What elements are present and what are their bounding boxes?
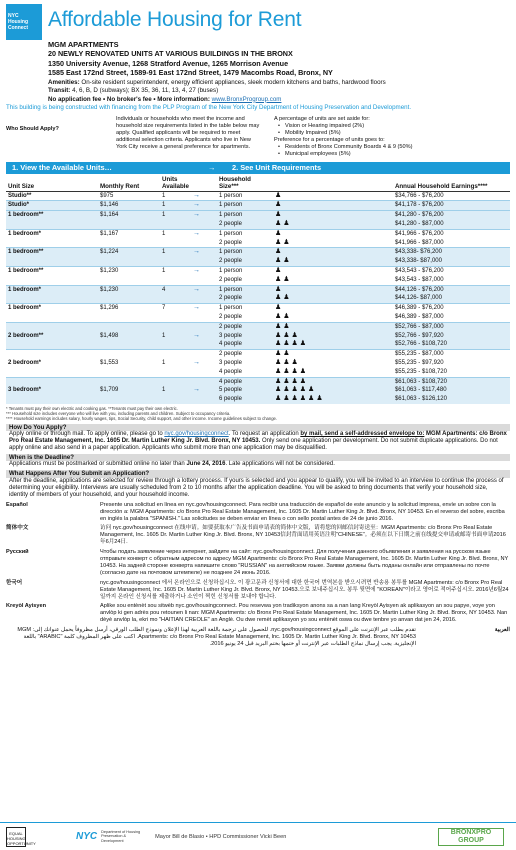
unit-size-cell: 1 bedroom* bbox=[6, 304, 98, 313]
rent-cell: $1,709 bbox=[98, 386, 160, 395]
col-arrow bbox=[191, 175, 217, 192]
units-available-cell bbox=[160, 313, 191, 322]
rent-cell: $1,230 bbox=[98, 285, 160, 294]
rent-cell bbox=[98, 257, 160, 266]
deadline-text-2: . Late applications will not be considered. bbox=[225, 461, 335, 468]
arrow-right-icon bbox=[191, 313, 217, 322]
arrow-right-icon: → bbox=[191, 332, 217, 341]
household-size-cell: 1 person bbox=[217, 266, 273, 275]
table-row bbox=[6, 285, 510, 294]
units-available-cell bbox=[160, 368, 191, 377]
col-people-icons bbox=[273, 175, 393, 192]
after-submit-heading: What Happens After You Submit an Application? bbox=[6, 470, 510, 477]
household-size-cell: 2 people bbox=[218, 239, 242, 246]
household-size-cell: 1 person bbox=[217, 201, 273, 211]
project-subtitle: 20 NEWLY RENOVATED UNITS AT VARIOUS BUILDINGS IN THE BRONX bbox=[48, 49, 293, 58]
col-household-size: Household Size*** bbox=[217, 175, 273, 192]
language-name: Kreyòl Ayisyen bbox=[6, 603, 47, 610]
units-available-cell: 1 bbox=[160, 386, 191, 395]
earnings-cell: $52,766 - $97,920 bbox=[393, 332, 510, 341]
units-available-cell bbox=[160, 220, 191, 229]
household-size-cell: 1 person bbox=[217, 248, 273, 257]
rent-cell: $975 bbox=[98, 191, 160, 201]
arrow-right-icon bbox=[191, 257, 217, 266]
rent-cell bbox=[98, 368, 160, 377]
language-block bbox=[6, 549, 510, 577]
unit-size-cell: 1 bedroom** bbox=[6, 211, 98, 220]
how-to-apply-text bbox=[6, 431, 510, 452]
preference-item: • Municipal employees (5%) bbox=[286, 151, 510, 158]
rent-cell bbox=[98, 350, 160, 359]
unit-size-cell bbox=[6, 395, 98, 404]
earnings-cell: $41,280 - $87,000 bbox=[393, 220, 510, 229]
deadline-date: June 24, 2016 bbox=[186, 461, 226, 468]
table-row bbox=[6, 211, 510, 220]
table-row bbox=[6, 332, 510, 341]
table-row bbox=[6, 191, 510, 201]
rent-cell bbox=[98, 340, 160, 349]
housing-connect-link[interactable]: nyc.gov/housingconnect bbox=[164, 430, 229, 437]
language-text: Presente una solicitud en línea en nyc.gov/housingconnect. Para recibir una traducción de español de este anuncio y la solicitud impresa, envíe un sobre con la dirección a: MGM Apartments: c/o Bronx Pro Real Estate Management, Inc. 1605 Dr. Martin Luther King Jr. Blvd. Bronx, NY 10453. En el reverso del sobre, escriba en inglés la palabra "SPANISH." Las solicitudes se deben enviar en línea o con sello postal antes de 24 de junio 2016. bbox=[100, 501, 505, 522]
people-icons: ♟♟♟♟ bbox=[273, 377, 393, 386]
housing-connect-logo bbox=[6, 4, 42, 40]
logo-line-1: NYC bbox=[8, 13, 19, 19]
unit-size-cell: 1 bedroom** bbox=[6, 248, 98, 257]
set-aside-item: • Mobility Impaired (5%) bbox=[286, 130, 510, 137]
address-line-2: 1585 East 172nd Street, 1589-91 East 172nd Street, 1479 Macombs Road, Bronx, NY bbox=[48, 68, 333, 78]
arrow-right-icon: → bbox=[191, 285, 217, 294]
units-available-cell bbox=[160, 340, 191, 349]
arrow-right-icon: → bbox=[208, 163, 216, 173]
earnings-cell: $43,338- $76,200 bbox=[393, 248, 510, 257]
rent-cell: $1,498 bbox=[98, 332, 160, 341]
people-icons: ♟♟♟♟♟♟ bbox=[273, 395, 393, 404]
unit-size-cell bbox=[6, 322, 98, 331]
household-size-cell: 1 person bbox=[217, 304, 273, 313]
earnings-cell: $41,178 - $76,200 bbox=[393, 201, 510, 211]
rent-cell bbox=[98, 313, 160, 322]
unit-size-cell: 1 bedroom** bbox=[6, 266, 98, 275]
units-available-cell: 1 bbox=[160, 229, 191, 238]
hpd-label: Department of Housing Preservation & Development bbox=[101, 829, 141, 843]
note-1: * Tenants must pay their own electric and cooking gas. **Tenants must pay their own electric. bbox=[6, 405, 178, 411]
page-title: Affordable Housing for Rent bbox=[48, 8, 302, 31]
earnings-cell: $55,235 - $97,920 bbox=[394, 359, 444, 366]
units-available-cell: 1 bbox=[162, 359, 166, 366]
arrow-right-icon: → bbox=[191, 266, 217, 275]
arrow-right-icon bbox=[191, 350, 217, 359]
unit-size-cell: Studio* bbox=[6, 201, 98, 211]
earnings-cell: $43,338- $87,000 bbox=[393, 257, 510, 266]
earnings-cell: $55,235 - $87,000 bbox=[393, 350, 510, 359]
household-size-cell: 2 people bbox=[217, 220, 273, 229]
household-size-cell: 4 people bbox=[218, 368, 242, 375]
rent-cell bbox=[98, 322, 160, 331]
household-size-cell: 1 person bbox=[217, 285, 273, 294]
table-row bbox=[6, 395, 510, 404]
people-icons: ♟ bbox=[273, 191, 393, 201]
units-available-cell: 1 bbox=[160, 248, 191, 257]
table-row bbox=[6, 377, 510, 386]
set-aside-item: • Vision or Hearing impaired (2%) bbox=[286, 123, 510, 130]
unit-size-cell bbox=[6, 294, 98, 303]
mail-address: MGM Apartments: c/o Bronx Pro Real Estate Management, Inc. 1605 Dr. Martin Luther King Jr. Blvd. Bronx, NY 10453. bbox=[9, 430, 507, 444]
units-table-body bbox=[6, 191, 510, 404]
earnings-cell: $34,766 - $76,200 bbox=[393, 191, 510, 201]
table-row bbox=[6, 201, 510, 211]
arrow-right-icon: → bbox=[191, 304, 217, 313]
earnings-cell: $61,063 - $108,720 bbox=[393, 377, 510, 386]
amenities-text: On-site resident superintendent, energy efficient appliances, sleek modern kitchens and baths, hardwood floors bbox=[81, 78, 386, 86]
building-info bbox=[48, 40, 510, 78]
people-icons: ♟ bbox=[273, 266, 393, 275]
how-mail-instruction: by mail, send a self-addressed envelope to: bbox=[300, 430, 425, 437]
col-units-available: Units Available bbox=[162, 175, 189, 190]
people-icons: ♟ bbox=[273, 211, 393, 220]
earnings-cell: $46,389 - $87,000 bbox=[394, 313, 444, 320]
household-size-cell: 3 people bbox=[218, 359, 242, 366]
people-icons: ♟♟ bbox=[273, 257, 393, 266]
language-section bbox=[6, 502, 510, 648]
units-available-cell bbox=[160, 276, 191, 285]
how-to-apply-heading: How Do You Apply? bbox=[6, 424, 510, 431]
after-submit-text: After the deadline, applications are selected for review through a lottery process. If yours is selected and you appear to qualify, you will be invited to an interview to continue the process of determining your eligibility. Interviews are usually scheduled from 2 to 10 months after the application deadline. You will be asked to bring documents that verify your household size, identity of members of your household, and your household income. bbox=[9, 477, 504, 498]
people-icons: ♟♟♟ bbox=[273, 332, 393, 341]
people-icons: ♟♟ bbox=[273, 294, 393, 303]
earnings-cell: $61,063 - $126,120 bbox=[393, 395, 510, 404]
unit-size-cell: 3 bedroom* bbox=[6, 386, 98, 395]
arrow-right-icon: → bbox=[191, 248, 217, 257]
units-available-cell: 1 bbox=[160, 266, 191, 275]
table-row bbox=[6, 248, 510, 257]
table-row bbox=[6, 257, 510, 266]
rent-cell bbox=[98, 294, 160, 303]
table-row bbox=[6, 340, 510, 349]
units-available-cell bbox=[160, 257, 191, 266]
arrow-right-icon: → bbox=[191, 211, 217, 220]
rent-cell bbox=[98, 276, 160, 285]
who-should-apply bbox=[6, 116, 510, 158]
people-icons: ♟ bbox=[273, 201, 393, 211]
table-row bbox=[6, 294, 510, 303]
earnings-cell: $52,766 - $108,720 bbox=[393, 340, 510, 349]
arrow-right-icon bbox=[191, 294, 217, 303]
language-block bbox=[6, 627, 510, 648]
set-aside-heading: A percentage of units are set aside for: bbox=[274, 115, 370, 122]
language-name: العربية bbox=[494, 627, 510, 634]
earnings-cell: $61,063 - $117,480 bbox=[393, 386, 510, 395]
people-icons: ♟♟ bbox=[273, 322, 393, 331]
table-row bbox=[6, 359, 510, 368]
earnings-cell: $43,543 - $76,200 bbox=[393, 266, 510, 275]
rent-cell: $1,553 bbox=[100, 359, 119, 366]
unit-size-cell: 1 bedroom* bbox=[6, 229, 98, 238]
table-row bbox=[6, 350, 510, 359]
set-aside-block bbox=[274, 116, 510, 158]
arrow-right-icon: → bbox=[191, 201, 217, 211]
officials-line: Mayor Bill de Blasio • HPD Commissioner Vicki Been bbox=[155, 833, 287, 840]
language-text: Чтобы подать заявление через интернет, зайдите на сайт: nyc.gov/housingconnect. Для получения данного объявления и заявления на русском языке отправьте конверт с обратным адресом по адресу MGM Apartments: c/o Bronx Pro Real Estate Management, Inc. 1605 Dr. Martin Luther King Jr. Blvd. Bronx, NY 10453. На задней стороне конверта напишите слово "RUSSIAN" на английском языке. Заявки должны быть поданы онлайн или отправлены по почте (согласно дате на почтовом штемпеле) не позднее 24 июнь 2016. bbox=[100, 549, 509, 576]
units-table bbox=[6, 175, 510, 404]
language-block bbox=[6, 525, 510, 546]
arrow-right-icon bbox=[191, 322, 217, 331]
logo-line-2: Housing bbox=[8, 19, 28, 25]
household-size-cell: 2 people bbox=[217, 294, 273, 303]
unit-size-cell bbox=[6, 257, 98, 266]
more-info-link[interactable]: www.BronxProgroup.com bbox=[211, 95, 282, 103]
rent-cell bbox=[98, 395, 160, 404]
language-text: nyc.gov/housingconnect 에서 온라인으로 신청하십시오. 이 광고문과 신청서에 대한 한국어 번역본을 받으시려면 반송용 봉투를 MGM Apartments: c/o Bronx Pro Real Estate Management, Inc. 1605 Dr. Martin Luther King Jr. Blvd. Bronx, NY 10453.으로 보내주십시오. 봉투 뒷면에 "KOREAN"이라고 영어로 적어주십시오. 2016년6월24일까지 온라인 신청서를 제출하거나 소인이 찍힌 신청서를 보내야 합니다. bbox=[100, 579, 509, 600]
unit-size-cell bbox=[6, 377, 98, 386]
arrow-right-icon: → bbox=[191, 386, 217, 395]
language-block bbox=[6, 580, 510, 601]
earnings-cell: $55,235 - $108,720 bbox=[394, 368, 447, 375]
people-icons: ♟♟♟♟ bbox=[274, 367, 309, 375]
household-size-cell: 2 people bbox=[218, 313, 242, 320]
how-text-2: . To request an application bbox=[228, 430, 299, 437]
fee-text: No application fee • No broker's fee • More information: bbox=[48, 95, 210, 103]
step-1-label: 1. View the Available Units… bbox=[12, 163, 112, 173]
earnings-cell: $46,389 - $76,200 bbox=[393, 304, 510, 313]
rent-cell: $1,146 bbox=[98, 201, 160, 211]
table-row bbox=[6, 368, 510, 377]
deadline-text-1: Applications must be postmarked or submitted online no later than bbox=[9, 461, 185, 468]
table-row bbox=[6, 276, 510, 285]
household-size-cell: 3 people bbox=[217, 332, 273, 341]
units-available-cell bbox=[160, 322, 191, 331]
table-row bbox=[6, 220, 510, 229]
table-row bbox=[6, 229, 510, 238]
units-available-cell bbox=[160, 395, 191, 404]
arrow-right-icon bbox=[191, 220, 217, 229]
household-size-cell: 1 person bbox=[217, 191, 273, 201]
earnings-cell: $41,966 - $87,000 bbox=[394, 239, 444, 246]
units-available-cell bbox=[160, 294, 191, 303]
table-row bbox=[6, 313, 510, 322]
rent-cell bbox=[98, 377, 160, 386]
language-text: 访问 nyc.gov/housingconnect 在线申请。如要获取本广告及书面申请表的简体中文版，请将您的回邮信封寄送至：MGM Apartments: c/o Bronx Pro Real Estate Management, Inc. 1605 Dr. Martin Luther King Jr. Blvd. Bronx, NY 10453信封背面请用英语注明“CHINESE”。必须在以下日期之前在线提交申请或邮寄书面申请2016年6月24日. bbox=[100, 525, 506, 546]
units-available-cell: 1 bbox=[160, 211, 191, 220]
how-text-1: Apply online or through mail. To apply online, please go to bbox=[9, 430, 163, 437]
units-available-cell: 4 bbox=[160, 285, 191, 294]
transit-label: Transit: bbox=[48, 87, 71, 95]
deadline-heading: When is the Deadline? bbox=[6, 454, 510, 461]
people-icons: ♟♟♟ bbox=[274, 358, 300, 366]
nyc-logo: NYC bbox=[76, 831, 98, 842]
who-text: Individuals or households who meet the income and household size requirements listed in the table below may apply. Qualified applicants will be required to meet additional selection criteria. Applicants who live in New York City receive a general preference for apartments. bbox=[116, 115, 260, 150]
step-2-label: 2. See Unit Requirements bbox=[232, 163, 322, 173]
amenities-label: Amenities: bbox=[48, 78, 80, 86]
preference-heading: Preference for a percentage of units goes to: bbox=[274, 136, 385, 143]
who-label: Who Should Apply? bbox=[6, 125, 59, 132]
household-size-cell: 2 people bbox=[218, 276, 242, 283]
table-notes bbox=[6, 406, 510, 422]
units-available-cell bbox=[160, 377, 191, 386]
language-block bbox=[6, 603, 510, 624]
note-2: *** Household size includes everyone who will live with you, including parents and children. Subject to occupancy criteria. bbox=[6, 411, 231, 417]
unit-size-cell: Studio** bbox=[6, 191, 98, 201]
language-text: Aplike sou entènèt sou sitwèb nyc.gov/housingconnect. Pou resevwa yon tradiksyon anons sa a nan lang Kreyòl Ayisyen ak aplikasyon an sou papye, voye yon anvlòp ki gen adrès pou retounen li nan: MGM Apartments: c/o Bronx Pro Real Estate Management, Inc. 1605 Dr. Martin Luther King Jr. Blvd. Bronx, NY 10453. Nan dèyè anvlòp la, ekri mo "HAITIAN CREOLE" an Anglè. Ou dwe remèt aplikasyon yo sou entènèt oswa ou dwe tenbre yo anvan dat jen 24, 2016. bbox=[100, 603, 508, 624]
col-monthly-rent: Monthly Rent bbox=[98, 175, 160, 192]
people-icons: ♟♟♟♟ bbox=[273, 340, 393, 349]
rent-cell: $1,224 bbox=[98, 248, 160, 257]
arrow-right-icon bbox=[191, 239, 217, 248]
household-size-cell: 2 people bbox=[217, 257, 273, 266]
table-header-row bbox=[6, 175, 510, 192]
language-name: 한국어 bbox=[6, 579, 23, 586]
unit-size-cell bbox=[6, 276, 98, 285]
earnings-cell: $43,543 - $87,000 bbox=[394, 276, 444, 283]
language-name: Español bbox=[6, 501, 28, 508]
household-size-cell: 4 people bbox=[217, 340, 273, 349]
earnings-cell: $44,126- $87,000 bbox=[393, 294, 510, 303]
bronxpro-logo: BRONXPRO GROUP bbox=[438, 828, 504, 846]
units-available-cell: 1 bbox=[160, 201, 191, 211]
language-name: 简体中文 bbox=[6, 525, 29, 532]
steps-band bbox=[6, 162, 510, 174]
language-block bbox=[6, 502, 510, 523]
arrow-right-icon bbox=[191, 340, 217, 349]
units-available-cell bbox=[160, 239, 191, 248]
unit-size-cell: 1 bedroom* bbox=[6, 285, 98, 294]
footer bbox=[0, 822, 516, 850]
project-name: MGM APARTMENTS bbox=[48, 40, 119, 49]
table-row bbox=[6, 304, 510, 313]
people-icons: ♟♟ bbox=[273, 220, 393, 229]
unit-size-cell bbox=[6, 368, 98, 377]
table-row bbox=[6, 266, 510, 275]
rent-cell bbox=[98, 220, 160, 229]
unit-size-cell bbox=[6, 220, 98, 229]
people-icons: ♟ bbox=[273, 229, 393, 238]
rent-cell: $1,296 bbox=[98, 304, 160, 313]
people-icons: ♟♟ bbox=[274, 312, 292, 320]
unit-size-cell bbox=[6, 340, 98, 349]
people-icons: ♟ bbox=[273, 285, 393, 294]
address-line-1: 1350 University Avenue, 1268 Stratford Avenue, 1265 Morrison Avenue bbox=[48, 58, 289, 68]
amenities-block bbox=[48, 79, 510, 104]
people-icons: ♟ bbox=[273, 248, 393, 257]
arrow-right-icon bbox=[191, 368, 217, 377]
logo-line-3: Connect bbox=[8, 25, 28, 31]
deadline-text bbox=[6, 461, 510, 468]
people-icons: ♟♟ bbox=[273, 350, 393, 359]
rent-cell: $1,230 bbox=[98, 266, 160, 275]
people-icons: ♟♟ bbox=[274, 275, 292, 283]
header bbox=[6, 4, 510, 42]
rent-cell: $1,167 bbox=[98, 229, 160, 238]
household-size-cell: 6 people bbox=[217, 395, 273, 404]
arrow-right-icon bbox=[191, 377, 217, 386]
units-available-cell: 1 bbox=[160, 191, 191, 201]
col-unit-size: Unit Size bbox=[6, 175, 98, 192]
household-size-cell: 2 people bbox=[217, 322, 273, 331]
people-icons: ♟♟♟♟♟ bbox=[273, 386, 393, 395]
unit-size-cell bbox=[6, 350, 98, 359]
earnings-cell: $52,766 - $87,000 bbox=[393, 322, 510, 331]
earnings-cell: $41,966 - $76,200 bbox=[393, 229, 510, 238]
unit-size-cell bbox=[6, 239, 98, 248]
earnings-cell: $44,126 - $76,200 bbox=[393, 285, 510, 294]
how-text-3: Only send one application per development. Do not submit duplicate applications. Do not apply online and also send in a paper application. Applicants who submit more than one application may be disqualified. bbox=[9, 437, 498, 451]
table-row bbox=[6, 322, 510, 331]
note-3: **** Household earnings includes salary, hourly wages, tips, Social Security, child support, and other income. Income guidelines subject to change. bbox=[6, 416, 278, 422]
col-earnings: Annual Household Earnings**** bbox=[393, 175, 510, 192]
equal-housing-icon: EQUAL HOUSING OPPORTUNITY bbox=[6, 827, 26, 847]
earnings-cell: $41,280 - $76,200 bbox=[393, 211, 510, 220]
unit-size-cell bbox=[6, 313, 98, 322]
arrow-right-icon: → bbox=[192, 358, 200, 366]
financing-note: This building is being constructed with financing from the PLP Program of the New York City Department of Housing Preservation and Development. bbox=[6, 104, 412, 111]
household-size-cell: 1 person bbox=[217, 229, 273, 238]
table-row bbox=[6, 386, 510, 395]
units-available-cell bbox=[160, 350, 191, 359]
preference-item: • Residents of Bronx Community Boards 4 & 9 (50%) bbox=[286, 144, 510, 151]
arrow-right-icon bbox=[191, 395, 217, 404]
arrow-right-icon bbox=[191, 276, 217, 285]
table-row bbox=[6, 239, 510, 248]
transit-text: 4, 6, B, D (subways); BX 35, 36, 11, 13, 4, 27 (buses) bbox=[72, 87, 219, 95]
unit-size-cell: 2 bedroom* bbox=[8, 359, 42, 366]
people-icons: ♟ bbox=[273, 304, 393, 313]
units-available-cell: 7 bbox=[160, 304, 191, 313]
arrow-right-icon: → bbox=[191, 229, 217, 238]
household-size-cell: 4 people bbox=[217, 377, 273, 386]
household-size-cell: 1 person bbox=[217, 211, 273, 220]
household-size-cell: 5 people bbox=[217, 386, 273, 395]
household-size-cell: 2 people bbox=[217, 350, 273, 359]
units-available-cell: 1 bbox=[160, 332, 191, 341]
arrow-right-icon: → bbox=[191, 191, 217, 201]
language-name: Русский bbox=[6, 549, 29, 556]
language-text: تقدم بطلب عبر الإنترنت على الموقع nyc.gov/housingconnect. للحصول على ترجمة باللغة العربية لهذا الإعلان ونموذج الطلب الورقي، أرسل مظروفاً يحمل عنوانك إلى: MGM Apartments: c/o Bronx Pro Real Estate Management, Inc. 1605 Dr. Martin Luther King Jr. Blvd. Bronx, NY 10453. اكتب على ظهر المظروف كلمة "ARABIC" باللغة الإنجليزية. يجب إرسال نماذج الطلبات عبر الإنترنت أو ختمها بختم البريد قبل 24 يونيو 2016. bbox=[17, 627, 416, 648]
rent-cell: $1,164 bbox=[98, 211, 160, 220]
rent-cell bbox=[98, 239, 160, 248]
unit-size-cell: 2 bedroom** bbox=[6, 332, 98, 341]
people-icons: ♟♟ bbox=[274, 238, 292, 246]
